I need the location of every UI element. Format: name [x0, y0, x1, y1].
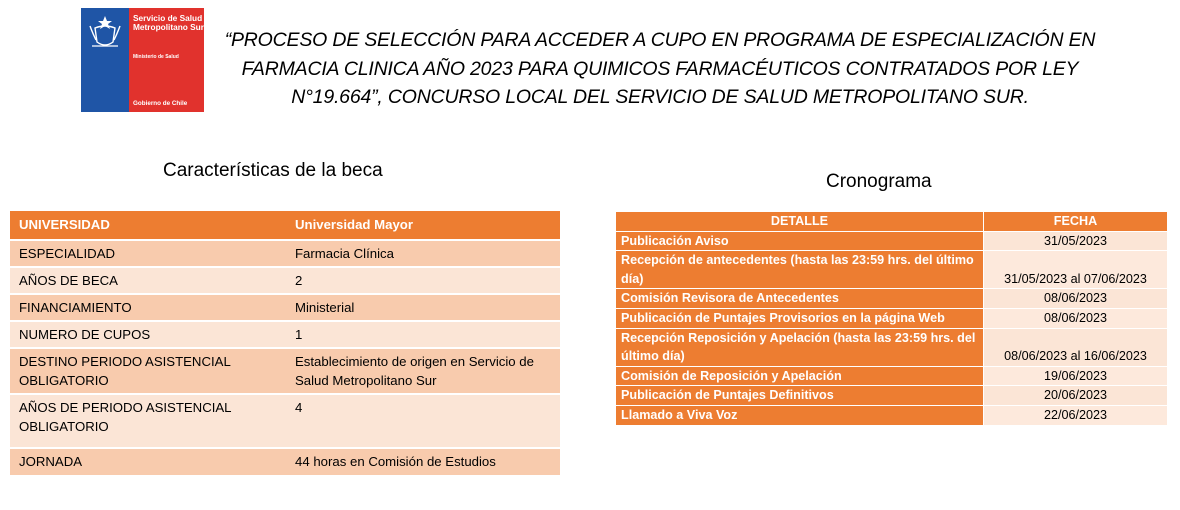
coat-of-arms-icon — [86, 12, 124, 52]
beca-value: 44 horas en Comisión de Estudios — [286, 448, 560, 475]
table-row — [616, 405, 1168, 425]
table-row — [10, 321, 560, 348]
cronograma-header-fecha: FECHA — [984, 212, 1168, 232]
cronograma-fecha: 08/06/2023 — [984, 308, 1168, 328]
logo-service-name: Servicio de Salud Metropolitano Sur — [133, 13, 204, 32]
cronograma-fecha: 08/06/2023 — [984, 289, 1168, 309]
gobierno-logo — [81, 8, 204, 112]
cronograma-heading: Cronograma — [826, 171, 932, 192]
logo-red-band — [129, 8, 204, 112]
beca-header-row — [10, 211, 560, 240]
beca-label: JORNADA — [10, 448, 286, 475]
cronograma-fecha: 22/06/2023 — [984, 405, 1168, 425]
table-row — [616, 231, 1168, 251]
beca-table — [10, 211, 560, 475]
table-row — [616, 308, 1168, 328]
table-row — [616, 328, 1168, 366]
logo-ministry: Ministerio de Salud — [133, 54, 179, 60]
table-row — [616, 251, 1168, 289]
table-row — [616, 386, 1168, 406]
beca-value: 2 — [286, 267, 560, 294]
beca-value: Establecimiento de origen en Servicio de Salud Metropolitano Sur — [286, 348, 560, 394]
cronograma-fecha: 31/05/2023 al 07/06/2023 — [984, 251, 1168, 289]
table-row — [616, 289, 1168, 309]
beca-label: ESPECIALIDAD — [10, 240, 286, 267]
cronograma-header-row — [616, 212, 1168, 232]
logo-blue-band — [81, 8, 129, 112]
beca-heading: Características de la beca — [163, 160, 383, 181]
cronograma-detalle: Publicación de Puntajes Provisorios en la página Web — [616, 308, 984, 328]
cronograma-fecha: 08/06/2023 al 16/06/2023 — [984, 328, 1168, 366]
cronograma-fecha: 31/05/2023 — [984, 231, 1168, 251]
cronograma-detalle: Llamado a Viva Voz — [616, 405, 984, 425]
cronograma-detalle: Publicación Aviso — [616, 231, 984, 251]
cronograma-detalle: Recepción de antecedentes (hasta las 23:59 hrs. del último día) — [616, 251, 984, 289]
cronograma-fecha: 20/06/2023 — [984, 386, 1168, 406]
table-row — [10, 348, 560, 394]
cronograma-detalle: Recepción Reposición y Apelación (hasta las 23:59 hrs. del último día) — [616, 328, 984, 366]
beca-value: 4 — [286, 394, 560, 448]
table-row — [10, 240, 560, 267]
beca-value: Farmacia Clínica — [286, 240, 560, 267]
table-row — [10, 448, 560, 475]
cronograma-header-detalle: DETALLE — [616, 212, 984, 232]
table-row — [10, 267, 560, 294]
beca-header-label: UNIVERSIDAD — [10, 211, 286, 240]
table-row — [616, 366, 1168, 386]
table-row — [10, 394, 560, 448]
beca-label: AÑOS DE PERIODO ASISTENCIAL OBLIGATORIO — [10, 394, 286, 448]
beca-header-value: Universidad Mayor — [286, 211, 560, 240]
cronograma-table — [615, 211, 1168, 426]
beca-label: FINANCIAMIENTO — [10, 294, 286, 321]
beca-label: NUMERO DE CUPOS — [10, 321, 286, 348]
beca-label: AÑOS DE BECA — [10, 267, 286, 294]
page-title: “PROCESO DE SELECCIÓN PARA ACCEDER A CUPO EN PROGRAMA DE ESPECIALIZACIÓN EN FARMACIA CLINICA AÑO 2023 PARA QUIMICOS FARMACÉUTICOS CONTRATADOS POR LEY N°19.664”, CONCURSO LOCAL DEL SERVICIO DE SALUD METROPOLITANO SUR. — [224, 29, 1096, 108]
cronograma-detalle: Comisión Revisora de Antecedentes — [616, 289, 984, 309]
beca-label: DESTINO PERIODO ASISTENCIAL OBLIGATORIO — [10, 348, 286, 394]
cronograma-fecha: 19/06/2023 — [984, 366, 1168, 386]
beca-value: 1 — [286, 321, 560, 348]
beca-value: Ministerial — [286, 294, 560, 321]
cronograma-detalle: Publicación de Puntajes Definitivos — [616, 386, 984, 406]
logo-government: Gobierno de Chile — [133, 100, 188, 107]
table-row — [10, 294, 560, 321]
cronograma-detalle: Comisión de Reposición y Apelación — [616, 366, 984, 386]
